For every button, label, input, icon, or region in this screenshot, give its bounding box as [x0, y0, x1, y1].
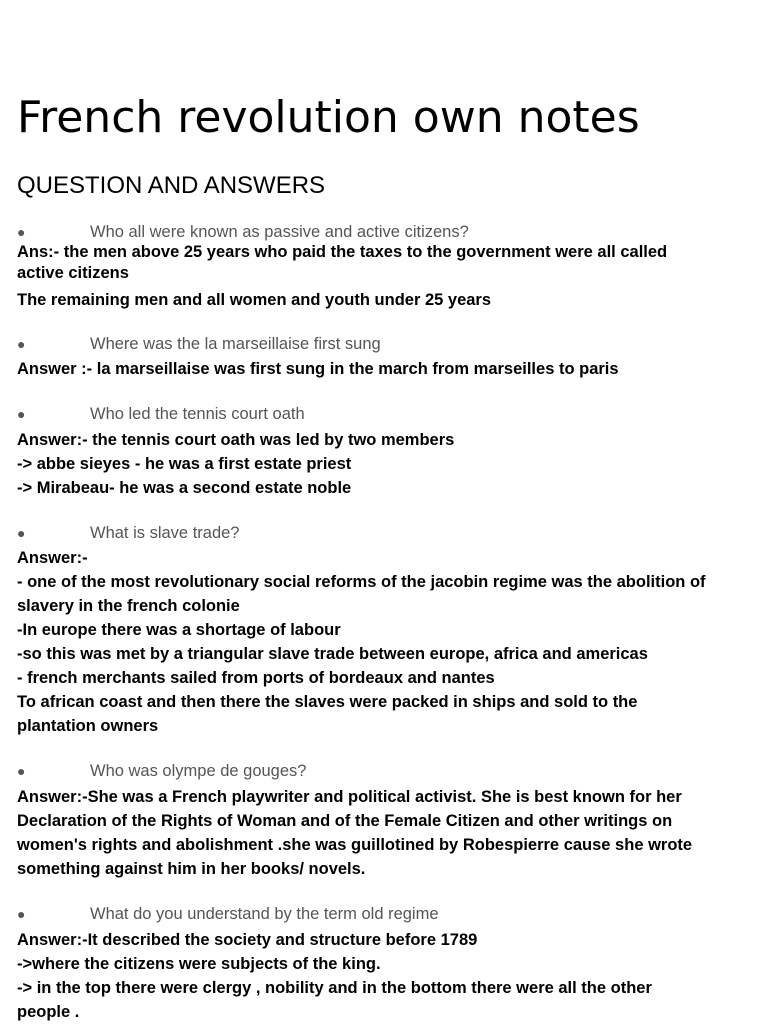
answer-line: slavery in the french colonie — [17, 597, 240, 615]
answer-line: people . — [17, 1003, 80, 1021]
answer-line: something against him in her books/ novels. — [17, 860, 366, 878]
bullet-icon: ● — [17, 763, 26, 779]
question-text: What is slave trade? — [90, 524, 240, 542]
answer-line: Answer:- the tennis court oath was led by two members — [17, 431, 455, 449]
answer-line: Declaration of the Rights of Woman and of the Female Citizen and other writings on — [17, 812, 673, 830]
answer-line: - french merchants sailed from ports of bordeaux and nantes — [17, 669, 495, 687]
question-text: Who led the tennis court oath — [90, 405, 305, 423]
question-text: Who was olympe de gouges? — [90, 762, 307, 780]
answer-line: active citizens — [17, 264, 129, 282]
answer-1 — [17, 242, 757, 284]
answer-line: women's rights and abolishment .she was guillotined by Robespierre cause she wrote — [17, 836, 693, 854]
answer-line: -> abbe sieyes - he was a first estate priest — [17, 455, 352, 473]
question-1 — [17, 221, 757, 243]
answer-line: -In europe there was a shortage of labour — [17, 621, 341, 639]
answer-line: -so this was met by a triangular slave trade between europe, africa and americas — [17, 645, 648, 663]
answer-line: -> in the top there were clergy , nobility and in the bottom there were all the other — [17, 979, 652, 997]
question-text: Where was the la marseillaise first sung — [90, 335, 381, 353]
answer-line: Answer :- la marseillaise was first sung in the march from marseilles to paris — [17, 360, 619, 378]
bullet-icon: ● — [17, 406, 26, 422]
answer-line: Answer:-It described the society and structure before 1789 — [17, 931, 478, 949]
answer-2 — [17, 357, 757, 381]
question-text: What do you understand by the term old regime — [90, 905, 439, 923]
bullet-icon: ● — [17, 224, 26, 240]
question-3 — [17, 403, 757, 425]
bullet-icon: ● — [17, 336, 26, 352]
answer-1-continued — [17, 288, 757, 312]
answer-line: plantation owners — [17, 717, 159, 735]
answer-6 — [17, 928, 757, 1024]
question-6 — [17, 903, 757, 925]
bullet-icon: ● — [17, 525, 26, 541]
answer-line: ->where the citizens were subjects of the king. — [17, 955, 381, 973]
page-title: French revolution own notes — [17, 92, 640, 143]
question-4 — [17, 522, 757, 544]
answer-line: Answer:-She was a French playwriter and political activist. She is best known for her — [17, 788, 682, 806]
question-2 — [17, 333, 757, 355]
question-text: Who all were known as passive and active citizens? — [90, 223, 469, 241]
answer-line: Answer:- — [17, 549, 88, 567]
bullet-icon: ● — [17, 906, 26, 922]
question-5 — [17, 760, 757, 782]
section-heading: QUESTION AND ANSWERS — [17, 172, 326, 199]
answer-line: Ans:- the men above 25 years who paid the taxes to the government were all called — [17, 243, 668, 261]
answer-line: To african coast and then there the slaves were packed in ships and sold to the — [17, 693, 638, 711]
answer-3 — [17, 428, 757, 500]
answer-line: -> Mirabeau- he was a second estate noble — [17, 479, 352, 497]
answer-line: The remaining men and all women and youth under 25 years — [17, 291, 492, 309]
answer-5 — [17, 785, 757, 881]
answer-4 — [17, 546, 757, 738]
answer-line: - one of the most revolutionary social reforms of the jacobin regime was the abolition of — [17, 573, 706, 591]
